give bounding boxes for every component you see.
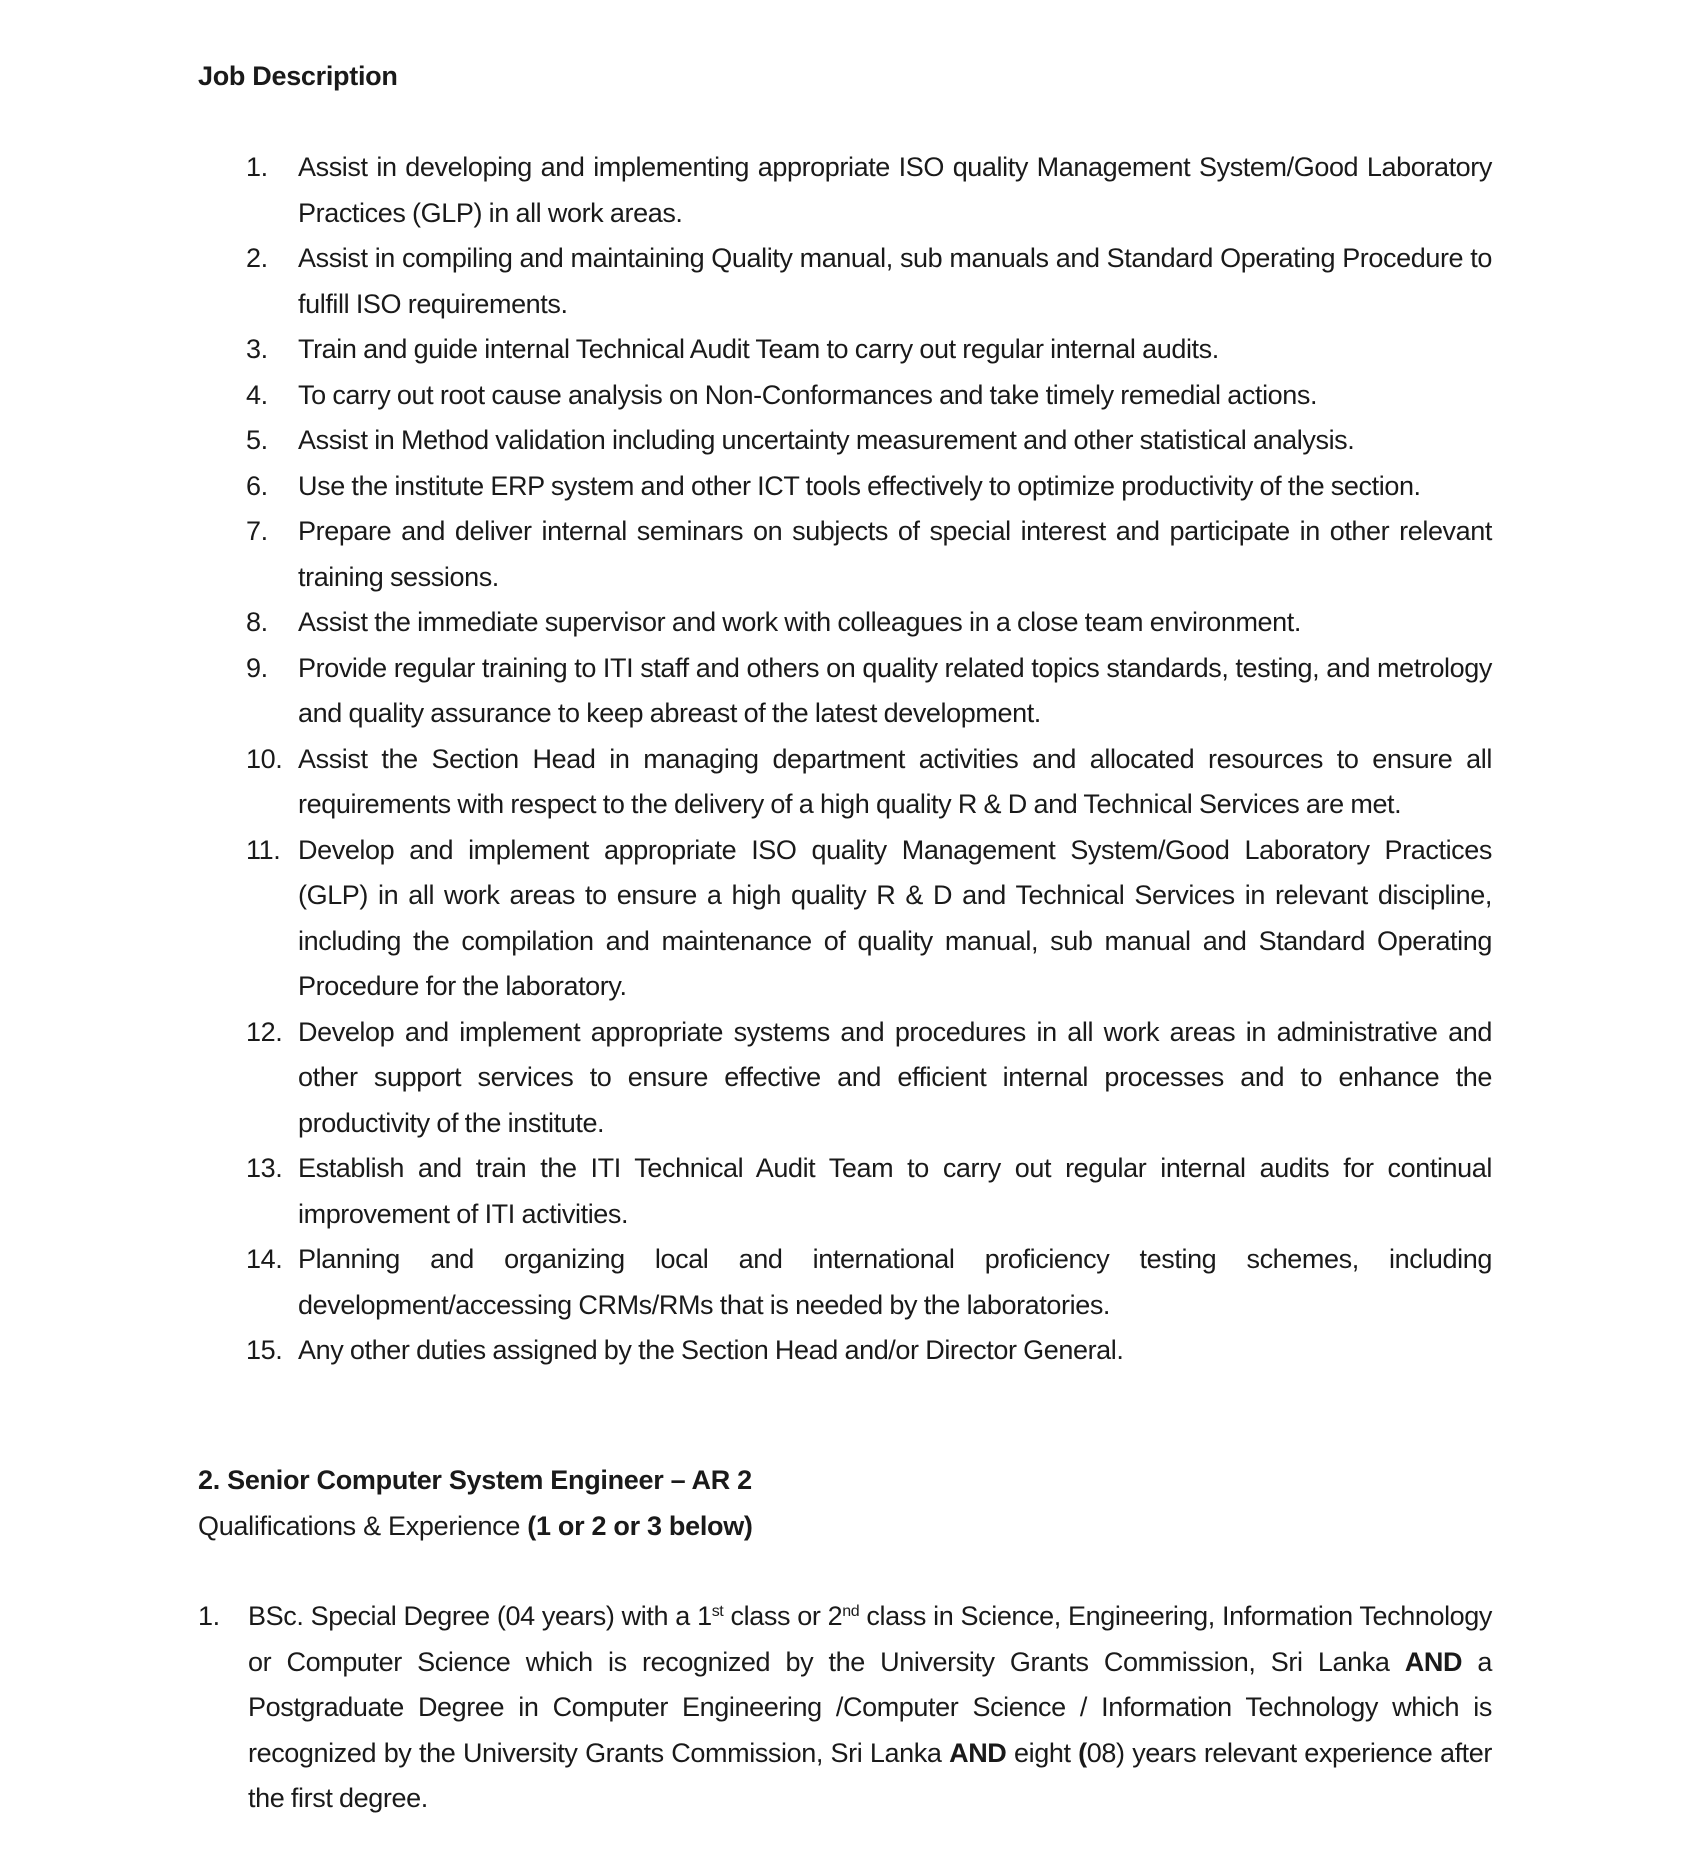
list-item xyxy=(246,509,1492,600)
list-item-text: Provide regular training to ITI staff and others on quality related topics standards, testing, and metrology and quality assurance to keep abreast of the latest development. xyxy=(298,652,1492,728)
qualification-text-part: 08) years relevant experience after the first degree. xyxy=(248,1737,1492,1813)
list-item xyxy=(246,373,1492,419)
and-emphasis: AND xyxy=(949,1737,1007,1768)
list-item xyxy=(246,236,1492,327)
list-item-text: Assist in compiling and maintaining Quality manual, sub manuals and Standard Operating Procedure to fulfill ISO requirements. xyxy=(298,243,1492,319)
list-item-text: Establish and train the ITI Technical Audit Team to carry out regular internal audits for continual improvement of ITI activities. xyxy=(298,1153,1492,1229)
list-item-number: 5. xyxy=(246,425,268,455)
qualification-list xyxy=(198,1594,1492,1822)
list-item-text: To carry out root cause analysis on Non-Conformances and take timely remedial actions. xyxy=(298,379,1318,410)
and-emphasis: AND xyxy=(1404,1646,1463,1677)
qualification-text-part: class in Science, Engineering, Information Technology or Computer Science which is recognized by the University Grants Commission, Sri Lanka xyxy=(248,1601,1492,1677)
qualification-text-part: class or 2 xyxy=(723,1601,843,1631)
list-item xyxy=(246,327,1492,373)
list-item-text: Prepare and deliver internal seminars on subjects of special interest and participate in other relevant training sessions. xyxy=(298,516,1492,592)
job-description-heading: Job Description xyxy=(198,61,398,91)
list-item-number: 2. xyxy=(246,243,268,273)
list-item-number: 4. xyxy=(246,379,268,410)
section-title: 2. Senior Computer System Engineer – AR 2 xyxy=(198,1465,752,1495)
list-item-number: 1. xyxy=(246,152,268,182)
list-item xyxy=(246,1237,1492,1328)
list-item-text: Develop and implement appropriate systems and procedures in all work areas in administrative and other support services to ensure effective and efficient internal processes and to enhance the productivity of the institute. xyxy=(298,1016,1492,1138)
list-item-number: 7. xyxy=(246,516,268,546)
list-item-text: Develop and implement appropriate ISO quality Management System/Good Laboratory Practices (GLP) in all work areas to ensure a high quality R & D and Technical Services in relevant discipline, including the compilation and maintenance of quality manual, sub manual and Standard Operating Procedure for the laboratory. xyxy=(298,834,1492,1001)
list-item-text: Assist in developing and implementing appropriate ISO quality Management System/Good Laboratory Practices (GLP) in all work areas. xyxy=(298,152,1492,228)
qualification-item xyxy=(198,1594,1492,1822)
list-item xyxy=(246,600,1492,646)
list-item-text: Use the institute ERP system and other ICT tools effectively to optimize productivity of the section. xyxy=(298,470,1421,501)
list-item xyxy=(246,828,1492,1010)
qualification-text-part: BSc. Special Degree (04 years) with a 1 xyxy=(248,1601,712,1631)
qualification-text-part: a Postgraduate Degree in Computer Engineering /Computer Science / Information Technology which is recognized by the University Grants Commission, Sri Lanka xyxy=(248,1646,1492,1768)
list-item-number: 15. xyxy=(246,1335,283,1365)
list-item-number: 12. xyxy=(246,1016,283,1047)
list-item-number: 11. xyxy=(246,834,281,865)
list-item-text: Planning and organizing local and international proficiency testing schemes, including development/accessing CRMs/RMs that is needed by the laboratories. xyxy=(298,1244,1492,1320)
list-item-number: 13. xyxy=(246,1153,283,1183)
list-item-text: Any other duties assigned by the Section Head and/or Director General. xyxy=(298,1335,1124,1365)
paren-emphasis: ( xyxy=(1078,1737,1087,1768)
list-item xyxy=(246,145,1492,236)
duty-list xyxy=(246,145,1492,1374)
ordinal-suffix: st xyxy=(711,1603,724,1620)
list-item-number: 3. xyxy=(246,334,268,364)
list-item xyxy=(246,464,1492,510)
qualification-text-part: eight xyxy=(1006,1737,1079,1768)
list-item-text: Assist the immediate supervisor and work with colleagues in a close team environment. xyxy=(298,607,1301,637)
list-item xyxy=(246,737,1492,828)
list-item-number: 9. xyxy=(246,652,268,683)
qualification-number: 1. xyxy=(198,1601,220,1631)
list-item-number: 14. xyxy=(246,1244,283,1274)
list-item-number: 6. xyxy=(246,470,268,501)
list-item xyxy=(246,1146,1492,1237)
list-item-text: Train and guide internal Technical Audit Team to carry out regular internal audits. xyxy=(298,334,1219,364)
list-item-text: Assist the Section Head in managing department activities and allocated resources to ensure all requirements with respect to the delivery of a high quality R & D and Technical Services are met. xyxy=(298,743,1492,819)
list-item xyxy=(246,646,1492,737)
list-item xyxy=(246,1010,1492,1147)
list-item xyxy=(246,1328,1492,1374)
list-item xyxy=(246,418,1492,464)
section-subtitle-text: Qualifications & Experience xyxy=(198,1511,528,1541)
section-subtitle xyxy=(198,1506,753,1546)
ordinal-suffix: nd xyxy=(842,1603,860,1620)
list-item-text: Assist in Method validation including uncertainty measurement and other statistical analysis. xyxy=(298,425,1355,455)
list-item-number: 8. xyxy=(246,607,268,637)
list-item-number: 10. xyxy=(246,743,283,774)
section-subtitle-emphasis: (1 or 2 or 3 below) xyxy=(527,1511,753,1541)
